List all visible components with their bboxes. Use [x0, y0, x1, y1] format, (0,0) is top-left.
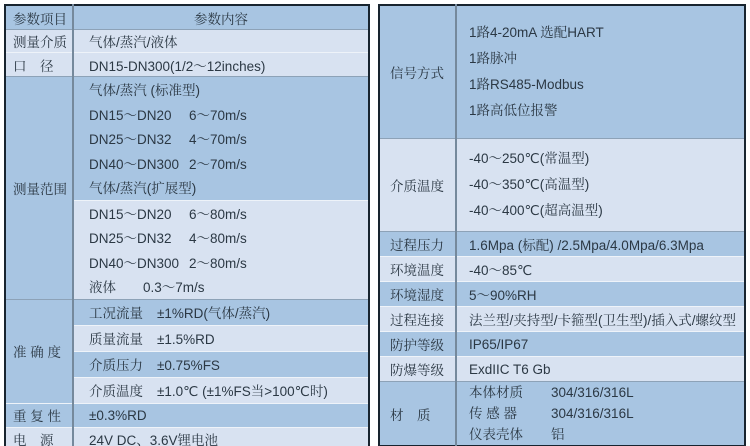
accuracy-item: 介质压力	[89, 358, 143, 373]
range-speed: 4～70m/s	[189, 132, 247, 148]
range-speed: 2～70m/s	[189, 156, 247, 172]
value-protection-rating: IP65/IP67	[456, 332, 745, 357]
signal-line: 1路高低位报警	[469, 103, 558, 118]
range-line	[73, 225, 369, 250]
range-line	[73, 126, 369, 151]
material-line	[469, 382, 744, 403]
material-item: 本体材质	[469, 385, 523, 400]
left-spec-table	[4, 4, 370, 446]
table-row	[379, 382, 745, 446]
temperature-line: -40～350℃(高温型)	[469, 177, 590, 192]
row-label-protection-rating: 防护等级	[379, 332, 456, 357]
table-header-row	[5, 5, 369, 30]
range-line	[73, 102, 369, 127]
row-label-diameter: 口 径	[5, 53, 73, 77]
range-line-extended-header: 气体/蒸汽(扩展型)	[89, 181, 197, 197]
range-speed: 0.3～7m/s	[143, 280, 205, 296]
value-measuring-medium: 气体/蒸汽/液体	[73, 30, 369, 53]
range-size: DN25～DN32	[89, 132, 172, 148]
right-spec-table	[378, 4, 746, 446]
table-row	[379, 5, 745, 139]
row-label-signal-mode: 信号方式	[379, 5, 456, 139]
row-label-repeatability: 重 复 性	[5, 403, 73, 427]
accuracy-value: ±1%RD(气体/蒸汽)	[157, 306, 271, 321]
accuracy-line	[73, 325, 369, 351]
table-row	[379, 357, 745, 382]
row-label-accuracy: 准 确 度	[5, 299, 73, 403]
table-row	[5, 77, 369, 102]
range-size: 液体	[89, 280, 116, 296]
header-param-item: 参数项目	[5, 5, 73, 30]
accuracy-value: ±1.0℃ (±1%FS当>100℃时)	[157, 384, 328, 399]
accuracy-line	[73, 377, 369, 403]
material-item: 仪表壳体	[469, 427, 523, 442]
accuracy-value: ±1.5%RD	[157, 332, 215, 347]
row-label-ambient-temperature: 环境温度	[379, 257, 456, 282]
table-row	[379, 282, 745, 307]
range-speed: 4～80m/s	[189, 231, 247, 247]
value-diameter: DN15-DN300(1/2～12inches)	[73, 53, 369, 77]
value-signal-mode	[456, 5, 745, 139]
temperature-line: -40～400℃(超高温型)	[469, 203, 603, 218]
accuracy-item: 工况流量	[89, 306, 143, 321]
table-row	[5, 299, 369, 325]
material-value: 304/316/316L	[551, 406, 634, 421]
row-label-ambient-humidity: 环境湿度	[379, 282, 456, 307]
material-item: 传 感 器	[469, 406, 518, 421]
range-speed: 6～80m/s	[189, 206, 247, 222]
accuracy-value: ±0.75%FS	[157, 358, 220, 373]
table-row	[379, 232, 745, 257]
accuracy-item: 质量流量	[89, 332, 143, 347]
row-label-medium-temperature: 介质温度	[379, 139, 456, 232]
row-label-process-connection: 过程连接	[379, 307, 456, 332]
accuracy-line	[73, 299, 369, 325]
table-row	[379, 307, 745, 332]
signal-line: 1路脉冲	[469, 51, 518, 66]
range-size: DN15～DN20	[89, 206, 172, 222]
table-row	[379, 257, 745, 282]
range-size: DN40～DN300	[89, 255, 180, 271]
value-repeatability: ±0.3%RD	[73, 403, 369, 427]
table-row	[5, 53, 369, 77]
row-label-power: 电 源	[5, 427, 73, 446]
temperature-line: -40～250℃(常温型)	[469, 151, 590, 166]
accuracy-line	[73, 351, 369, 377]
signal-line: 1路4-20mA 选配HART	[469, 25, 604, 40]
table-row	[5, 30, 369, 53]
value-material	[456, 382, 745, 446]
range-line	[73, 200, 369, 225]
material-line	[469, 403, 744, 424]
accuracy-item: 介质温度	[89, 384, 143, 399]
material-value: 铝	[551, 427, 565, 442]
range-speed: 2～80m/s	[189, 255, 247, 271]
row-label-explosion-proof-rating: 防爆等级	[379, 357, 456, 382]
row-label-process-pressure: 过程压力	[379, 232, 456, 257]
range-line	[73, 250, 369, 275]
table-row	[379, 139, 745, 232]
material-line	[469, 424, 744, 445]
table-row	[5, 427, 369, 446]
range-line-standard-header: 气体/蒸汽 (标准型)	[73, 77, 369, 102]
value-process-pressure: 1.6Mpa (标配) /2.5Mpa/4.0Mpa/6.3Mpa	[456, 232, 745, 257]
range-line	[73, 151, 369, 176]
value-process-connection: 法兰型/夹持型/卡箍型(卫生型)/插入式/螺纹型	[456, 307, 745, 332]
row-label-measuring-range: 测量范围	[5, 77, 73, 300]
value-ambient-humidity: 5～90%RH	[456, 282, 745, 307]
value-power: 24V DC、3.6V锂电池	[73, 427, 369, 446]
value-explosion-proof-rating: ExdIIC T6 Gb	[456, 357, 745, 382]
table-row	[379, 332, 745, 357]
header-param-content: 参数内容	[194, 11, 248, 27]
row-label-material: 材 质	[379, 382, 456, 446]
value-ambient-temperature: -40～85℃	[456, 257, 745, 282]
material-value: 304/316/316L	[551, 385, 634, 400]
range-size: DN25～DN32	[89, 231, 172, 247]
row-label-measuring-medium: 测量介质	[5, 30, 73, 53]
value-medium-temperature	[456, 139, 745, 232]
range-size: DN40～DN300	[89, 156, 180, 172]
range-line-liquid	[73, 274, 369, 299]
signal-line: 1路RS485-Modbus	[469, 77, 584, 92]
table-row	[5, 403, 369, 427]
range-speed: 6～70m/s	[189, 107, 247, 123]
range-size: DN15～DN20	[89, 107, 172, 123]
